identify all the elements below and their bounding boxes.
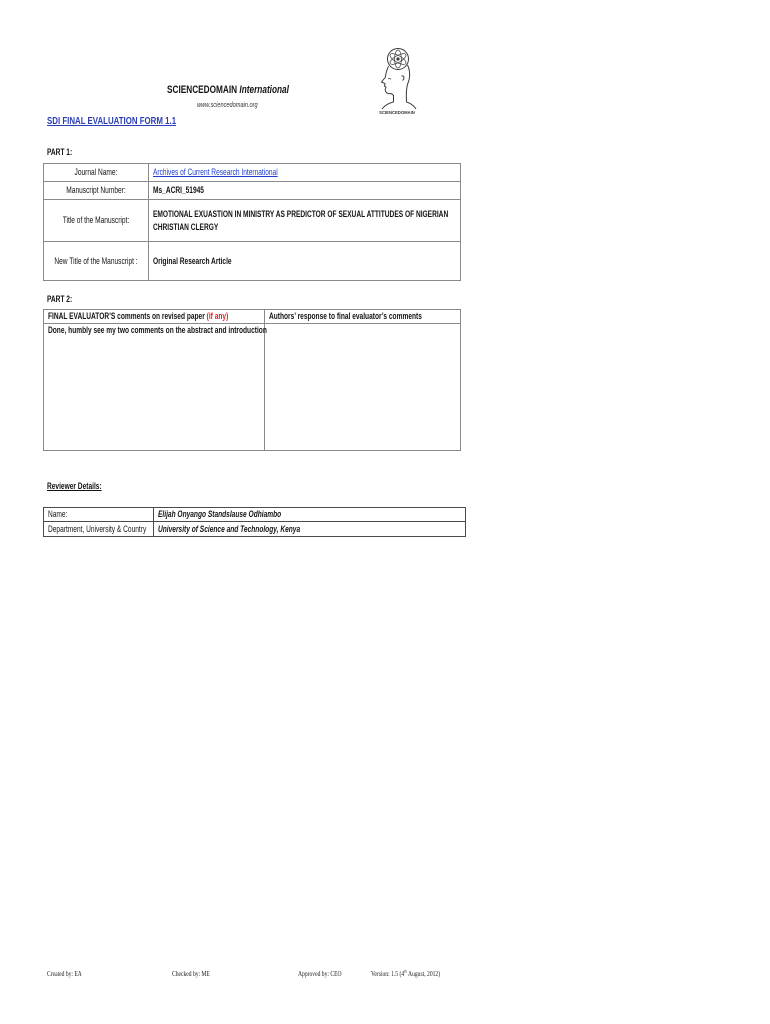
table-cell [44, 164, 149, 182]
part2-heading: PART 2: [47, 293, 73, 304]
version-text: Version: 1.5 (4 [371, 970, 405, 978]
table-cell [44, 242, 149, 281]
table-cell [154, 522, 466, 537]
version-superscript: th [404, 968, 407, 974]
table-row [44, 324, 461, 451]
authors-response-cell [265, 324, 461, 451]
org-name-line [167, 84, 289, 97]
reviewer-affiliation-label: Department, University & Country [48, 523, 147, 534]
org-suffix: International [239, 84, 289, 96]
evaluator-column-header [48, 311, 260, 322]
table-cell [149, 242, 461, 281]
table-row [44, 182, 461, 200]
reviewer-name-label: Name: [48, 509, 68, 519]
table-cell [149, 182, 461, 200]
manuscript-number-label: Manuscript Number: [66, 185, 126, 195]
evaluator-column-title: FINAL EVALUATOR’S comments on revised paper [48, 311, 205, 321]
table-header-cell [44, 310, 265, 324]
footer-approved-by: Approved by: CEO [298, 970, 342, 978]
footer-created-by: Created by: EA [47, 970, 82, 978]
manuscript-number-value: Ms_ACRI_51945 [153, 185, 204, 195]
reviewer-details-table [43, 507, 466, 537]
reviewer-affiliation-value: University of Science and Technology, Kenya [158, 523, 301, 534]
table-cell [44, 324, 265, 451]
table-cell [154, 508, 466, 522]
table-cell [44, 508, 154, 522]
logo-caption: SCIENCEDOMAIN [379, 111, 415, 116]
new-title-label: New Title of the Manuscript : [54, 255, 138, 266]
new-title-value: Original Research Article [153, 255, 232, 266]
table-row [44, 508, 466, 522]
table-header-cell [265, 310, 461, 324]
table-row [44, 242, 461, 281]
table-cell [44, 522, 154, 537]
reviewer-name-value: Elijah Onyango Standslause Odhiambo [158, 509, 282, 519]
if-any-note: (if any) [206, 311, 229, 321]
authors-response-column-header: Authors’ response to final evaluator’s comments [269, 311, 422, 321]
evaluator-comments-table [43, 309, 461, 451]
table-cell [149, 200, 461, 242]
manuscript-title-value: EMOTIONAL EXUASTION IN MINISTRY AS PREDICTOR OF SEXUAL ATTITUDES OF NIGERIAN CHRISTIAN CLERGY [153, 208, 449, 232]
org-website: www.sciencedomain.org [197, 100, 258, 109]
evaluator-comment: Done, humbly see my two comments on the abstract and introduction [48, 325, 267, 335]
table-cell [44, 182, 149, 200]
manuscript-title-label: Title of the Manuscript: [62, 215, 130, 225]
table-cell [44, 200, 149, 242]
footer-checked-by: Checked by: ME [172, 970, 210, 978]
journal-name-label: Journal Name: [74, 167, 118, 177]
table-row [44, 164, 461, 182]
part1-heading: PART 1: [47, 146, 73, 157]
footer-version [371, 969, 440, 980]
manuscript-details-table [43, 163, 461, 281]
table-header-row [44, 310, 461, 324]
org-name: SCIENCEDOMAIN [167, 84, 238, 96]
table-row [44, 200, 461, 242]
version-date: August, 2012) [406, 970, 441, 978]
table-row [44, 522, 466, 537]
table-cell [149, 164, 461, 182]
journal-link[interactable]: Archives of Current Research International [153, 167, 278, 177]
form-title: SDI FINAL EVALUATION FORM 1.1 [47, 114, 177, 127]
sciencedomain-logo [375, 46, 419, 110]
reviewer-details-heading: Reviewer Details: [47, 480, 102, 491]
